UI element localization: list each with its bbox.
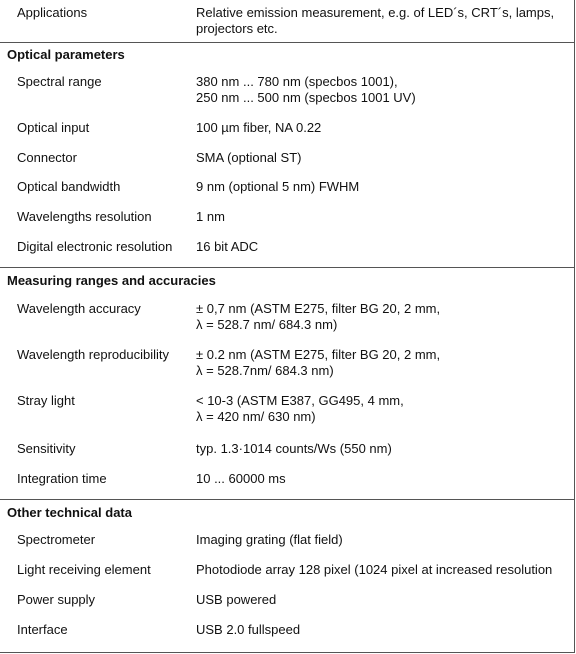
spec-label: Sensitivity [17,441,76,456]
spec-label: Spectrometer [17,532,96,547]
spec-value-line: λ = 420 nm/ 630 nm) [196,409,316,424]
spec-value-line: 380 nm ... 780 nm (specbos 1001), [196,74,398,89]
spec-value-line: 250 nm ... 500 nm (specbos 1001 UV) [196,90,416,105]
spec-label: Stray light [17,393,75,408]
spec-value: 100 µm fiber, NA 0.22 [196,120,322,135]
spec-value-line: ± 0,7 nm (ASTM E275, filter BG 20, 2 mm, [196,301,441,316]
divider [0,42,574,43]
spec-value: SMA (optional ST) [196,150,302,165]
spec-label: Connector [17,150,77,165]
spec-value: 1 nm [196,209,225,224]
section-title-other: Other technical data [7,505,132,520]
spec-value [196,393,572,425]
spec-label: Optical input [17,120,90,135]
spec-label: Light receiving element [17,562,151,577]
spec-value: USB powered [196,592,277,607]
spec-value: Photodiode array 128 pixel (1024 pixel at increased resolution [196,562,553,577]
spec-label: Integration time [17,471,107,486]
spec-value-line: ± 0.2 nm (ASTM E275, filter BG 20, 2 mm, [196,347,441,362]
divider [0,267,574,268]
spec-value [196,347,572,379]
spec-label: Power supply [17,592,96,607]
section-title-measuring: Measuring ranges and accuracies [7,273,216,288]
section-title-optical: Optical parameters [7,47,125,62]
spec-label: Wavelength reproducibility [17,347,169,362]
spec-value-line: λ = 528.7nm/ 684.3 nm) [196,363,334,378]
spec-value: 16 bit ADC [196,239,259,254]
spec-label: Wavelength accuracy [17,301,141,316]
spec-label: Applications [17,5,88,20]
spec-value: USB 2.0 fullspeed [196,622,301,637]
spec-label: Spectral range [17,74,102,89]
spec-value: typ. 1.3·1014 counts/Ws (550 nm) [196,441,392,456]
spec-value-line: λ = 528.7 nm/ 684.3 nm) [196,317,338,332]
spec-value-line: < 10-3 (ASTM E387, GG495, 4 mm, [196,393,404,408]
spec-value: Relative emission measurement, e.g. of LED´s, CRT´s, lamps, projectors etc. [196,5,555,36]
spec-value [196,74,572,106]
spec-value: Imaging grating (flat field) [196,532,343,547]
spec-value [196,301,572,333]
divider [0,499,574,500]
spec-label: Wavelengths resolution [17,209,152,224]
spec-value: 9 nm (optional 5 nm) FWHM [196,179,360,194]
spec-label: Interface [17,622,68,637]
spec-label: Optical bandwidth [17,179,121,194]
spec-label: Digital electronic resolution [17,239,173,254]
spec-value: 10 ... 60000 ms [196,471,286,486]
